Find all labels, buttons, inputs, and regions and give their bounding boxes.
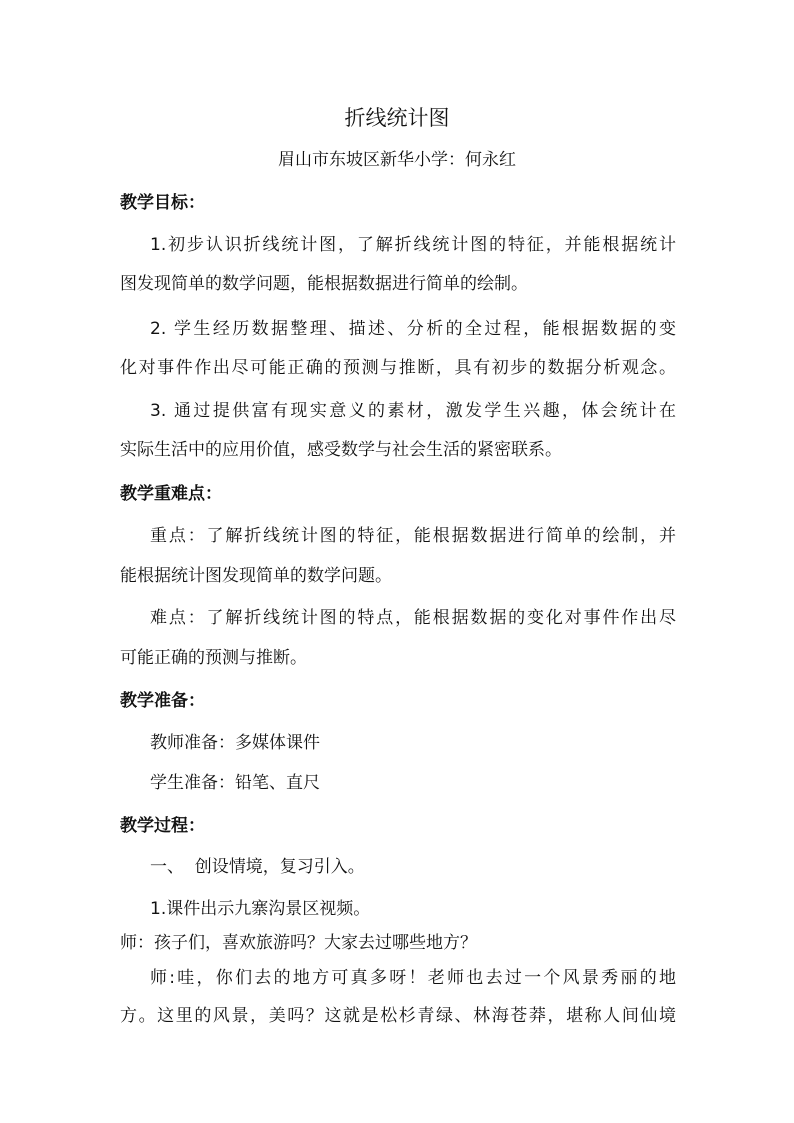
difficulty-line-2: 可能正确的预测与推断。 [120, 648, 307, 668]
objective-3-line-1: 3. 通过提供富有现实意义的素材，激发学生兴趣，体会统计在 [150, 401, 676, 421]
preparation-heading: 教学准备： [120, 691, 205, 711]
teacher-preparation: 教师准备：多媒体课件 [150, 733, 320, 753]
process-heading: 教学过程： [120, 816, 205, 836]
process-item-1: 1.课件出示九寨沟景区视频。 [150, 899, 371, 919]
objective-3-line-2: 实际生活中的应用价值，感受数学与社会生活的紧密联系。 [120, 440, 562, 460]
author-line: 眉山市东坡区新华小学：何永红 [278, 150, 516, 170]
teacher-dialog-2-line-1: 师:哇，你们去的地方可真多呀！老师也去过一个风景秀丽的地 [150, 968, 676, 988]
objective-2-line-1: 2. 学生经历数据整理、描述、分析的全过程，能根据数据的变 [150, 319, 676, 339]
document-title: 折线统计图 [344, 106, 450, 130]
student-preparation: 学生准备：铅笔、直尺 [150, 773, 320, 793]
key-point-line-2: 能根据统计图发现简单的数学问题。 [120, 566, 392, 586]
difficulty-line-1: 难点：了解折线统计图的特点，能根据数据的变化对事件作出尽 [150, 608, 676, 628]
objective-1-line-1: 1.初步认识折线统计图，了解折线统计图的特征，并能根据统计 [150, 235, 676, 255]
teacher-dialog-1: 师：孩子们，喜欢旅游吗？大家去过哪些地方？ [120, 933, 477, 953]
key-points-heading: 教学重难点： [120, 484, 222, 504]
teacher-dialog-2-line-2: 方。这里的风景，美吗？这就是松杉青绿、林海苍莽，堪称人间仙境 [120, 1006, 676, 1026]
process-step-1: 一、 创设情境，复习引入。 [150, 857, 365, 877]
key-point-line-1: 重点：了解折线统计图的特征，能根据数据进行简单的绘制，并 [150, 526, 676, 546]
objective-1-line-2: 图发现简单的数学问题，能根据数据进行简单的绘制。 [120, 274, 528, 294]
objectives-heading: 教学目标： [120, 193, 205, 213]
objective-2-line-2: 化对事件作出尽可能正确的预测与推断，具有初步的数据分析观念。 [120, 358, 676, 378]
